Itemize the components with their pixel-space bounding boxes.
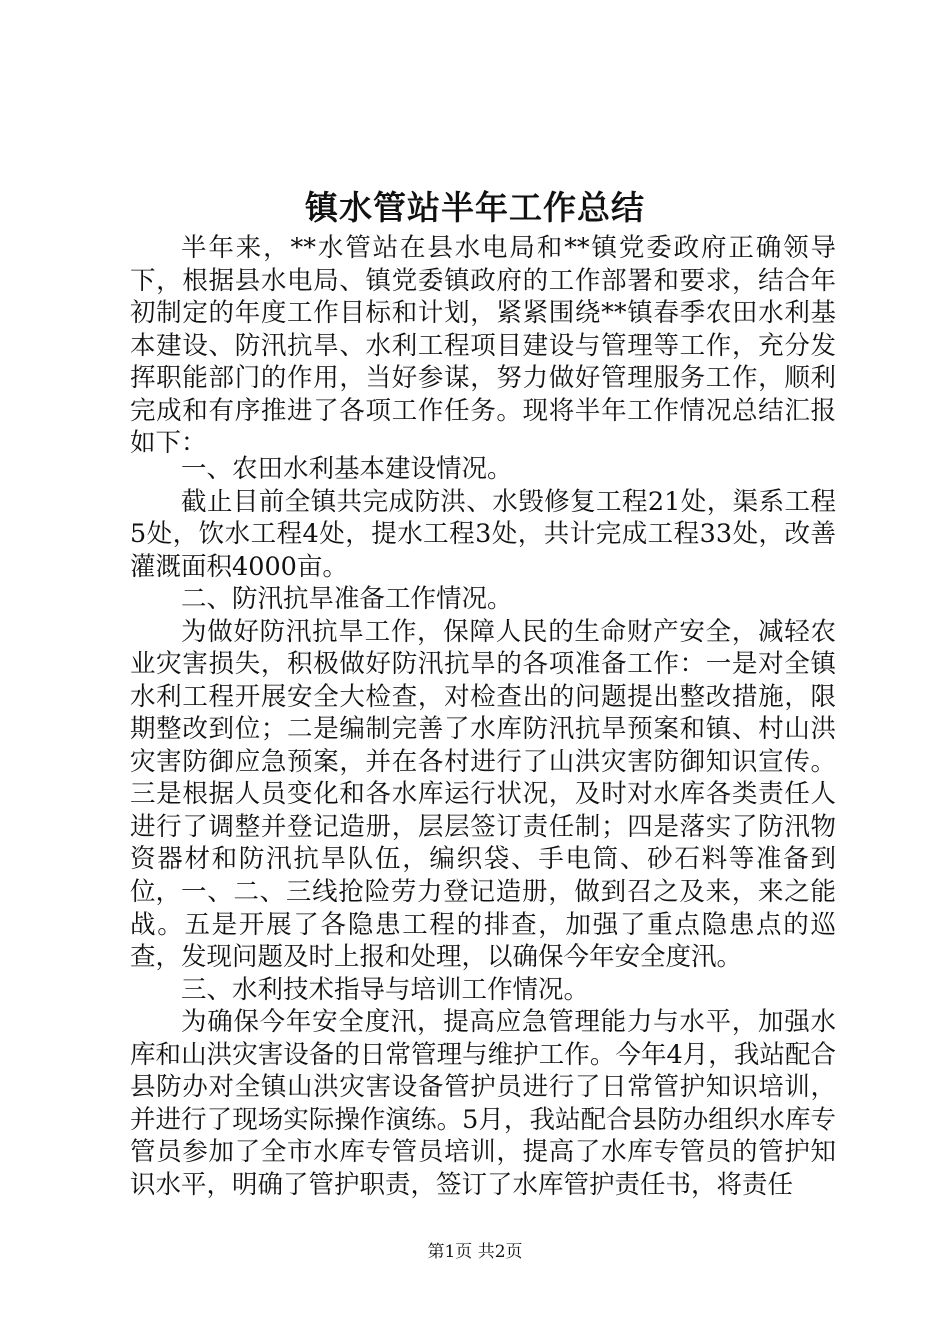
heading-flood-preparation: 二、防汛抗旱准备工作情况。 <box>181 584 513 614</box>
document-title: 镇水管站半年工作总结 <box>305 188 645 227</box>
intro-section <box>130 232 836 460</box>
paragraph-flood-preparation-continued: 一、二、三线抢险劳力登记造册，做到召之及来，来之能战。五是开展了各隐患工程的排查，加强了重点隐患点的巡查，发现问题及时上报和处理，以确保今年安全度汛。 <box>130 877 836 972</box>
heading-technical-training: 三、水利技术指导与培训工作情况。 <box>181 974 590 1005</box>
heading-farmland-construction: 一、农田水利基本建设情况。 <box>181 454 513 484</box>
paragraph-intro: 半年来，**水管站在县水电局和**镇党委政府正确领导下，根据县水电局、镇党委镇政府的工作部署和要求，结合年初制定的年度工作目标和计划，紧紧围绕**镇春季农田水利基本建设、防汛抗旱、水利工程项目建设与管理等工作，充分发挥职能部门的作用，当好参谋，努力做好管理服务工作，顺利完成和有序推进了各项工作任务。现将半年工作情况总结汇报如下： <box>130 233 836 458</box>
paragraph-farmland-construction: 截止目前全镇共完成防洪、水毁修复工程21处，渠系工程5处，饮水工程4处，提水工程3处，共计完成工程33处，改善灌溉面积4000亩。 <box>130 486 836 582</box>
paragraph-flood-preparation: 为做好防汛抗旱工作，保障人民的生命财产安全，减轻农业灾害损失，积极做好防汛抗旱的各项准备工作：一是对全镇水利工程开展安全大检查，对检查出的问题提出整改措施，限期整改到位；二是编制完善了水库防汛抗旱预案和镇、村山洪灾害防御应急预案，并在各村进行了山洪灾害防御知识宣传。三是根据人员变化和各水库运行状况，及时对水库各类责任人进行了调整并登记造册，层层签订责任制；四是落实了防汛物资器材和防汛抗旱队伍，编织袋、手电筒、砂石料等准备到位， <box>130 616 836 907</box>
page-number-footer: 第1页 共2页 <box>427 1242 523 1262</box>
continued-section <box>130 876 836 1201</box>
main-section <box>130 453 836 908</box>
paragraph-technical-training: 为确保今年安全度汛，提高应急管理能力与水平，加强水库和山洪灾害设备的日常管理与维护工作。今年4月，我站配合县防办对全镇山洪灾害设备管护员进行了日常管护知识培训，并进行了现场实际操作演练。5月，我站配合县防办组织水库专管员参加了全市水库专管员培训，提高了水库专管员的管护知识水平，明确了管护职责，签订了水库管护责任书，将责任 <box>130 1007 836 1200</box>
